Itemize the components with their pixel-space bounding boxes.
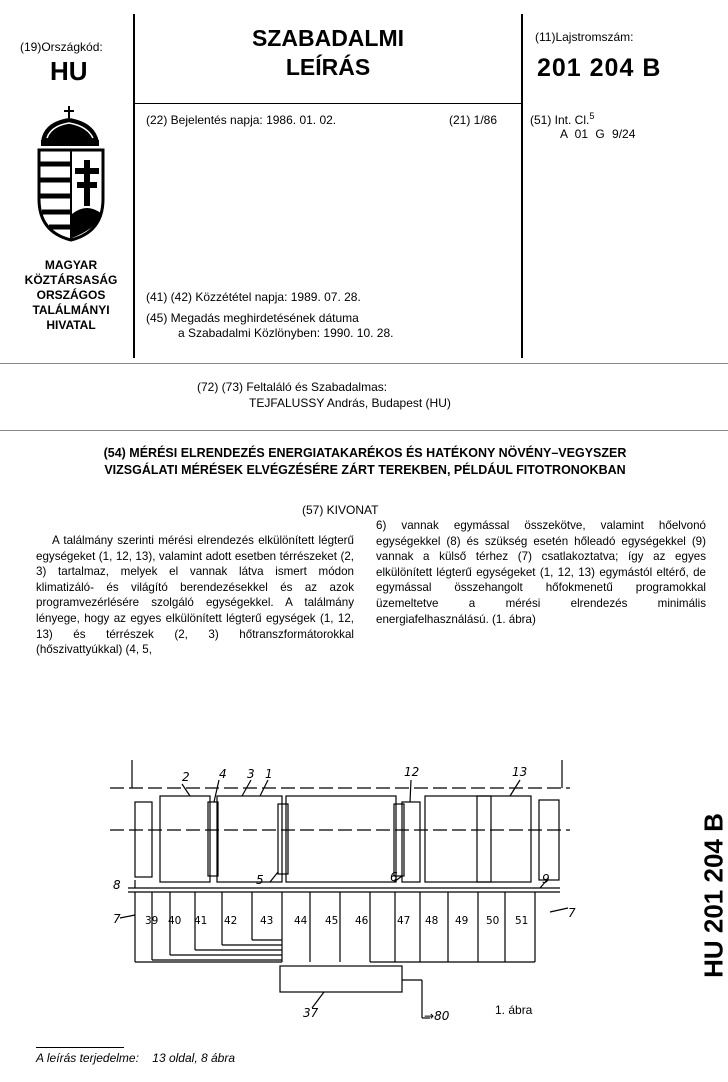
office-line: TALÁLMÁNYI bbox=[32, 303, 110, 317]
country-label: (19)Országkód: bbox=[20, 40, 103, 54]
publication-date: (41) (42) Közzététel napja: 1989. 07. 28. bbox=[146, 290, 361, 304]
abstract-right-column: 6) vannak egymással összekötve, valamint hőelvonó egységekkel (8) és szükség esetén hőleadó egységekkel (9) vannak a külső térhez (7) csatlakoztatva; így az egyes elkülönített légterű egységeket (1, 12, 13) egymástól eltérő, de egymással összehangolt hőfokmenetű programokkal üzemeltetve a mérési elrendezés minimális energiafelhasználású. (1. ábra) bbox=[376, 519, 706, 626]
office-line: ORSZÁGOS bbox=[36, 288, 106, 302]
column-number: 50 bbox=[486, 915, 500, 927]
coat-of-arms-icon bbox=[33, 104, 113, 244]
header-rule bbox=[135, 103, 521, 104]
footer-rule bbox=[36, 1047, 124, 1048]
figure-label-37: 37 bbox=[303, 1006, 319, 1020]
invention-title bbox=[20, 445, 710, 479]
document-type-line: SZABADALMI bbox=[251, 25, 405, 51]
grant-announcement-line1: (45) Megadás meghirdetésének dátuma bbox=[146, 311, 359, 325]
invention-title-line: (54) MÉRÉSI ELRENDEZÉS ENERGIATAKARÉKOS ÉS HATÉKONY NÖVÉNY–VEGYSZER bbox=[103, 446, 627, 460]
inventor-bottom-rule bbox=[0, 430, 728, 431]
extent bbox=[36, 1051, 235, 1065]
invention-title-line: VIZSGÁLATI MÉRÉSEK ELVÉGZÉSÉRE ZÁRT TEREKBEN, PÉLDÁUL FITOTRONOKBAN bbox=[104, 463, 626, 477]
int-cl bbox=[530, 111, 594, 127]
inventor-name: TEJFALUSSY András, Budapest (HU) bbox=[249, 396, 451, 410]
figure-label-2: 2 bbox=[182, 770, 190, 784]
filing-date: (22) Bejelentés napja: 1986. 01. 02. bbox=[146, 113, 337, 127]
figure-label-80: →80 bbox=[424, 1009, 450, 1023]
abstract-left-column: A találmány szerinti mérési elrendezés elkülönített légterű egységeket (1, 12, 13), valamint adott esetben térrészeket (2, 3) tartalmaz, melyek el vannak látva ismert módon klimatizáló- és világító berendezésekkel és az azok programvezérlésére szolgáló egységekkel. A találmány lényege, hogy az egyes elkülönített légterű egységek (1, 12, 13) és térrészek (2, 3) hőtranszformátorokkal (hőszivattyúkkal) (4, 5, bbox=[36, 534, 354, 657]
grant-announcement-line2: a Szabadalmi Közlönyben: 1990. 10. 28. bbox=[178, 326, 394, 340]
extent-label: A leírás terjedelme: bbox=[36, 1051, 139, 1065]
figure-label-5: 5 bbox=[256, 873, 264, 887]
registration-number: 201 204 B bbox=[537, 54, 662, 82]
abstract-label: (57) KIVONAT bbox=[302, 503, 379, 517]
application-number: (21) 1/86 bbox=[449, 113, 498, 127]
side-document-id: HU 201 204 B bbox=[698, 813, 728, 978]
figure-caption: 1. ábra bbox=[495, 1003, 533, 1017]
column-number: 43 bbox=[260, 915, 274, 927]
figure-label-4: 4 bbox=[219, 767, 227, 781]
figure-label-7-right: 7 bbox=[568, 906, 576, 920]
office-line: MAGYAR bbox=[44, 258, 98, 272]
document-type bbox=[140, 24, 516, 82]
column-number: 49 bbox=[455, 915, 469, 927]
patent-office-name bbox=[14, 258, 128, 333]
figure-label-9: 9 bbox=[542, 872, 550, 886]
int-cl-value: A 01 G 9/24 bbox=[560, 127, 636, 141]
header-bottom-rule bbox=[0, 363, 728, 364]
extent-value: 13 oldal, 8 ábra bbox=[152, 1051, 236, 1065]
figure-label-8: 8 bbox=[113, 878, 121, 892]
column-number: 39 bbox=[145, 915, 159, 927]
column-number: 51 bbox=[515, 915, 529, 927]
header-right-divider bbox=[521, 14, 523, 358]
country-code: HU bbox=[50, 56, 88, 86]
office-line: HIVATAL bbox=[46, 318, 96, 332]
figure-1-diagram bbox=[110, 740, 580, 1040]
figure-label-3: 3 bbox=[247, 767, 255, 781]
figure-label-6: 6 bbox=[390, 870, 398, 884]
figure-label-12: 12 bbox=[404, 765, 420, 779]
inventor-label: (72) (73) Feltaláló és Szabadalmas: bbox=[197, 380, 388, 394]
column-number: 45 bbox=[325, 915, 339, 927]
figure-label-80-text: 80 bbox=[434, 1009, 450, 1023]
header-left-divider bbox=[133, 14, 135, 358]
registration-label: (11)Lajstromszám: bbox=[535, 30, 634, 44]
int-cl-label: (51) Int. Cl. bbox=[530, 113, 590, 127]
column-number: 46 bbox=[355, 915, 369, 927]
column-number: 48 bbox=[425, 915, 439, 927]
figure-label-7-left: 7 bbox=[113, 912, 121, 926]
office-line: KÖZTÁRSASÁG bbox=[24, 273, 118, 287]
column-number: 44 bbox=[294, 915, 308, 927]
column-number: 40 bbox=[168, 915, 182, 927]
int-cl-edition: 5 bbox=[589, 111, 595, 121]
column-number: 42 bbox=[224, 915, 238, 927]
figure-label-1: 1 bbox=[265, 767, 273, 781]
column-number: 47 bbox=[397, 915, 411, 927]
document-type-line: LEÍRÁS bbox=[285, 54, 371, 80]
column-number: 41 bbox=[194, 915, 208, 927]
figure-label-13: 13 bbox=[512, 765, 528, 779]
